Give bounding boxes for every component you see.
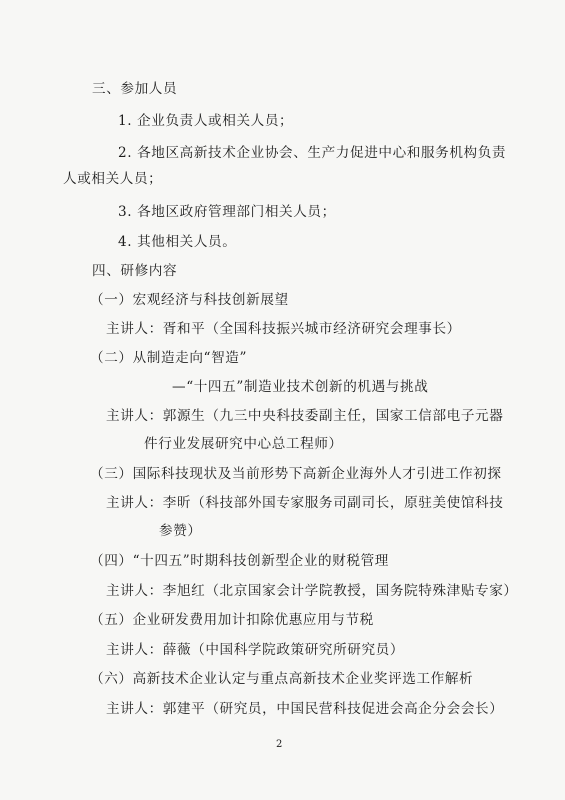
section-heading-content: 四、研修内容	[92, 263, 178, 279]
participant-item-2-continued: 人或相关人员；	[63, 171, 163, 187]
page-number: 2	[276, 739, 283, 750]
topic-title-5: （五）企业研发费用加计扣除优惠应用与节税	[90, 612, 374, 628]
topic-speaker-1: 主讲人：胥和平（全国科技振兴城市经济研究会理事长）	[106, 321, 461, 337]
topic-speaker-2: 主讲人：郭源生（九三中央科技委副主任，国家工信部电子元器	[106, 408, 504, 424]
topic-title-6: （六）高新技术企业认定与重点高新技术企业奖评选工作解析	[90, 671, 474, 687]
topic-speaker-5: 主讲人：薛薇（中国科学院政策研究所研究员）	[106, 642, 405, 658]
topic-speaker-2-continued: 件行业发展研究中心总工程师）	[144, 436, 343, 452]
topic-title-1: （一）宏观经济与科技创新展望	[90, 292, 289, 308]
topic-subtitle-2: —“十四五”制造业技术创新的机遇与挑战	[172, 379, 429, 395]
participant-item-3: 3. 各地区政府管理部门相关人员；	[118, 204, 336, 220]
topic-speaker-3-continued: 参赞）	[159, 523, 202, 539]
topic-speaker-4: 主讲人：李旭红（北京国家会计学院教授，国务院特殊津贴专家）	[106, 583, 518, 599]
topic-title-2: （二）从制造走向“智造”	[90, 350, 248, 366]
participant-item-4: 4. 其他相关人员。	[118, 234, 237, 250]
participant-item-1: 1. 企业负责人或相关人员；	[118, 113, 294, 129]
topic-speaker-6: 主讲人：郭建平（研究员，中国民营科技促进会高企分会会长）	[106, 701, 504, 717]
topic-title-3: （三）国际科技现状及当前形势下高新企业海外人才引进工作初探	[90, 466, 502, 482]
participant-item-2: 2. 各地区高新技术企业协会、生产力促进中心和服务机构负责	[118, 145, 507, 161]
section-heading-participants: 三、参加人员	[92, 81, 178, 97]
topic-speaker-3: 主讲人：李昕（科技部外国专家服务司副司长，原驻美使馆科技	[106, 495, 504, 511]
topic-title-4: （四）“十四五”时期科技创新型企业的财税管理	[90, 553, 389, 569]
